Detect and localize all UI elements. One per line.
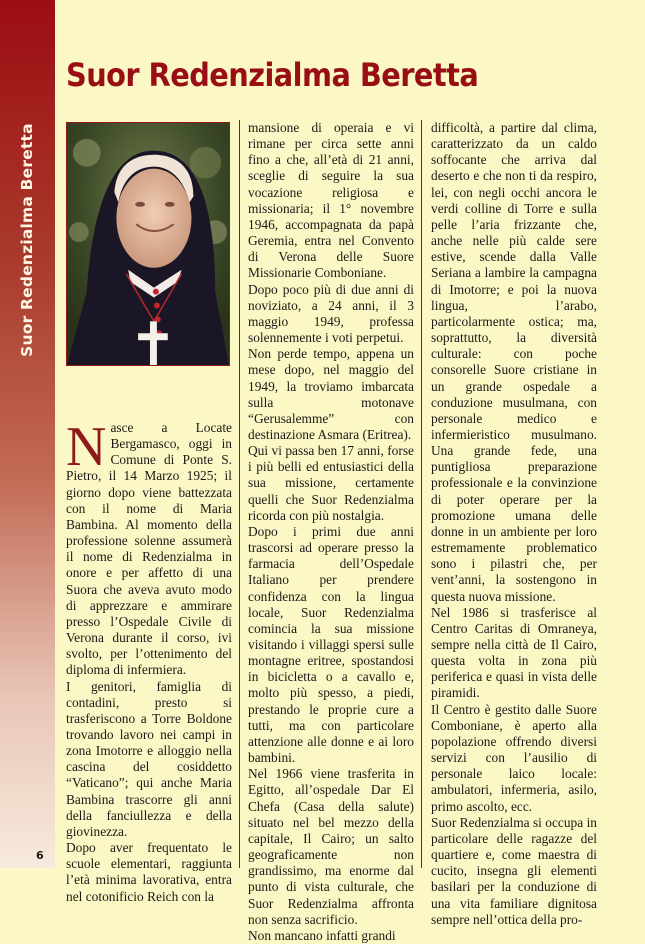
column-divider	[421, 120, 422, 868]
paragraph: difficoltà, a partire dal clima, caratterizzato da un caldo soffocante che arriva dal deserto e che non ti da respiro, lei, con negli occhi ancora le verdi colline di Torre e sulla pelle l’aria frizzante che, anche nelle più calde sere estive, scende dalla Valle Seriana a lambire la campagna di Imotorre; e poi la nuova lingua, l’arabo, particolarmente ostica; ma, soprattutto, la diversità culturale: con poche consorelle Suore cristiane in un grande ospedale a conduzione musulmana, con personale medico e infermieristico musulmano. Una grande fede, una puntigliosa preparazione professionale e la convinzione di poter operare per la promozione umana delle donne in un ambiente per loro estremamente problematico sono i pilastri che, per vent’anni, la sostengono in questa nuova missione.	[431, 120, 597, 604]
sidebar-band	[0, 0, 55, 868]
drop-cap: N	[66, 416, 107, 478]
paragraph: Dopo aver frequentato le scuole elementari, raggiunta l’età minima lavorativa, entra nel cotonificio Reich con la	[66, 840, 232, 904]
article-column-3	[431, 120, 597, 928]
article-column-1	[66, 416, 232, 905]
paragraph: mansione di operaia e vi rimane per circa sette anni fino a che, all’età di 21 anni, sceglie di seguire la sua vocazione religiosa e missionaria; il 1° novembre 1946, accompagnata da papà Geremia, entra nel Convento di Verona delle Suore Missionarie Comboniane.	[248, 120, 414, 281]
paragraph: Dopo poco più di due anni di noviziato, a 24 anni, il 3 maggio 1949, professa solennemente i voti perpetui.	[248, 281, 414, 346]
portrait-photo	[66, 122, 230, 366]
sidebar-title: Suor Redenzialma Beretta	[18, 123, 36, 357]
article-column-2	[248, 120, 414, 944]
paragraph: Suor Redenzialma si occupa in particolare delle ragazze del quartiere e, come maestra di cucito, insegna gli elementi basilari per la conduzione di una vita familiare dignitosa sempre nell’ottica della pro-	[431, 814, 597, 927]
page-number: 6	[36, 849, 44, 862]
paragraph: Nel 1986 si trasferisce al Centro Caritas di Omraneya, sempre nella città de Il Cairo, questa volta in zona più periferica e quasi in vista delle piramidi.	[431, 604, 597, 701]
paragraph: Il Centro è gestito dalle Suore Comboniane, è aperto alla popolazione offrendo diversi servizi con l’ausilio di personale laico locale: ambulatori, infermeria, asilo, primo ascolto, ecc.	[431, 701, 597, 814]
paragraph: Non mancano infatti grandi	[248, 927, 396, 943]
paragraph: Nel 1966 viene trasferita in Egitto, all’ospedale Dar El Chefa (Casa della salute) situato nel bel mezzo della capitale, Il Cairo; un salto geograficamente non grandissimo, ma enorme dal punto di vista culturale, che Suor Redenzialma affronta non senza sacrificio.	[248, 766, 414, 927]
paragraph: Qui vi passa ben 17 anni, forse i più belli ed entusiastici della sua missione, certamente quelli che Suor Redenzialma ricorda con più nostalgia.	[248, 443, 414, 523]
column-divider	[239, 120, 240, 868]
paragraph: Nasce a Locate Bergamasco, oggi in Comune di Ponte S. Pietro, il 14 Marzo 1925; il giorno dopo viene battezzata con il nome di Maria Bambina. Al momento della professione solenne assumerà il nome di Redenzialma in onore e per affetto di una Suora che aveva avuto modo di apprezzare e ammirare presso l’Ospedale Civile di Verona durante il corso, ivi svolto, per l’ottenimento del diploma di infermiera.	[66, 416, 232, 678]
paragraph: I genitori, famiglia di contadini, presto si trasferiscono a Torre Boldone trovando lavoro nei campi in zona Imotorre e alloggio nella cascina del cosiddetto “Vaticano”; qui anche Maria Bambina trascorre gli anni della fanciullezza e della giovinezza.	[66, 678, 232, 839]
paragraph: Non perde tempo, appena un mese dopo, nel maggio del 1949, la troviamo imbarcata sulla motonave “Gerusalemme” con destinazione Asmara (Eritrea).	[248, 346, 414, 442]
paragraph: Dopo i primi due anni trascorsi ad operare presso la farmacia dell’Ospedale Italiano per prendere confidenza con la lingua locale, Suor Redenzialma comincia la sua missione visitando i villaggi spersi sulle montagne eritree, spostandosi in bicicletta o a cavallo e, molto più spesso, a piedi, prestando le proprie cure a tutti, ma con particolare attenzione alle donne e ai loro bambini.	[248, 523, 414, 766]
page-title: Suor Redenzialma Beretta	[66, 56, 479, 94]
portrait-image	[67, 123, 229, 365]
